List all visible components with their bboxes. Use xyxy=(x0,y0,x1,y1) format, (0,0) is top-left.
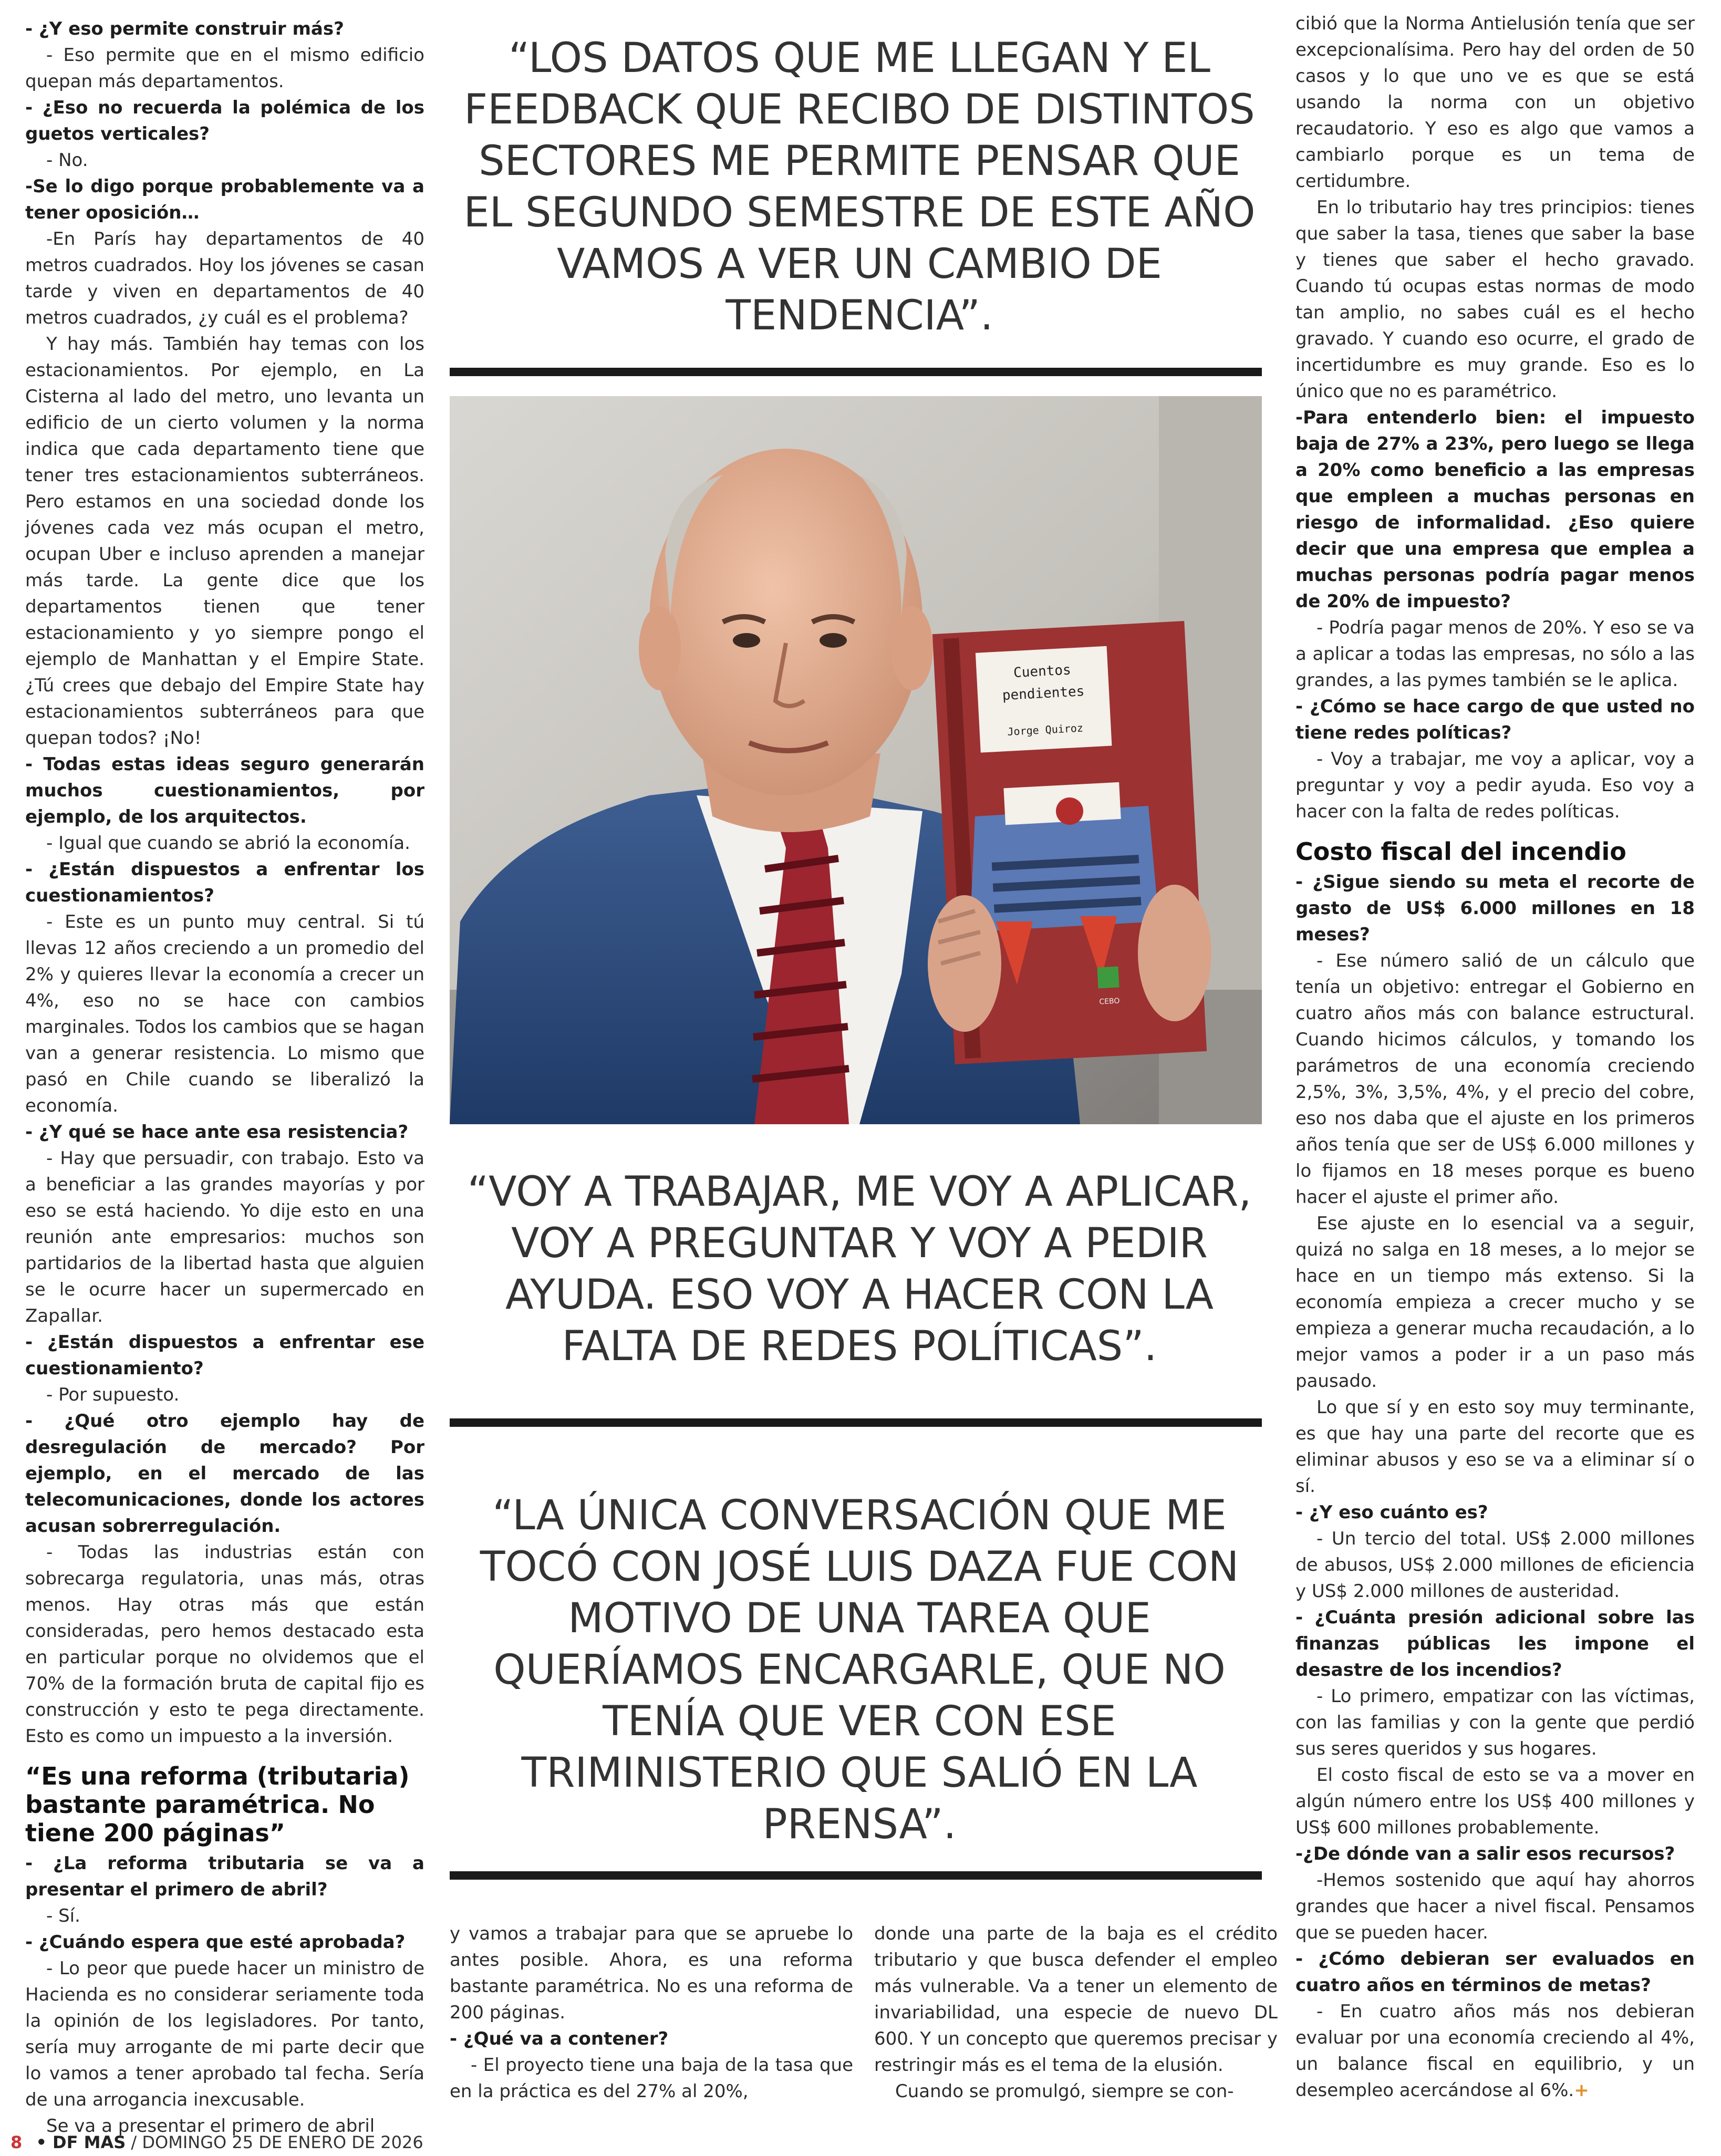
interview-answer: cibió que la Norma Antielusión tenía que ser excepcionalísima. Pero hay del orden de 50 casos y lo que uno ve es que se está usando la norma con un objetivo recaudatorio. Y eso es algo que vamos a cambiarlo porque es un tema de certidumbre. xyxy=(1295,13,1695,192)
interview-question: -Para entenderlo bien: el impuesto baja de 27% a 23%, pero luego se llega a 20% como beneficio a las empresas que empleen a muchas personas en riesgo de informalidad. ¿Eso quiere decir que una empresa que emplea a muchas personas podría pagar menos de 20% de impuesto? xyxy=(1295,407,1695,612)
interview-question: - ¿Y eso permite construir más? xyxy=(25,18,344,39)
pull-quote-middle: “VOY A TRABAJAR, ME VOY A APLICAR, VOY A PREGUNTAR Y VOY A PEDIR AYUDA. ESO VOY A HACER CON LA FALTA DE REDES POLÍTICAS”. xyxy=(467,1168,1252,1370)
interview-question: - ¿Están dispuestos a enfrentar los cuestionamientos? xyxy=(25,859,424,906)
section-heading: “Es una reforma (tributaria) bastante paramétrica. No tiene 200 páginas” xyxy=(25,1762,410,1847)
interview-answer: Cuando se promulgó, siempre se con- xyxy=(895,2081,1234,2102)
interview-answer: y vamos a trabajar para que se apruebe lo antes posible. Ahora, es una reforma bastante paramétrica. No es una reforma de 200 páginas. xyxy=(450,1923,853,2023)
interview-question: -Se lo digo porque probablemente va a tener oposición… xyxy=(25,176,424,223)
interview-question: - ¿Cuándo espera que esté aprobada? xyxy=(25,1932,406,1953)
interview-answer: - El proyecto tiene una baja de la tasa que en la práctica es del 27% al 20%, xyxy=(450,2055,853,2102)
interview-answer: donde una parte de la baja es el crédito tributario y que busca defender el empleo más vulnerable. Va a tener un elemento de invariabilidad, una especie de nuevo DL 600. Y un concepto que queremos precisar y restringir más es el tema de la elusión. xyxy=(874,1923,1278,2076)
interview-answer: - Voy a trabajar, me voy a aplicar, voy a preguntar y voy a pedir ayuda. Eso voy a hacer con la falta de redes políticas. xyxy=(1295,749,1695,822)
interview-answer: - Lo primero, empatizar con las víctimas, con las familias y con la gente que perdió sus seres queridos y sus hogares. xyxy=(1295,1686,1695,1759)
interview-answer: - Podría pagar menos de 20%. Y eso se va a aplicar a todas las empresas, no sólo a las grandes, a las pymes también se le aplica. xyxy=(1295,617,1695,691)
portrait-photo xyxy=(450,396,1262,1124)
interview-answer: - Igual que cuando se abrió la economía. xyxy=(46,833,410,854)
interview-question: -¿De dónde van a salir esos recursos? xyxy=(1295,1843,1675,1864)
issue-date: / DOMINGO 25 DE ENERO DE 2026 xyxy=(131,2132,423,2152)
book-author: Jorge Quiroz xyxy=(1007,721,1084,738)
interview-question: - ¿Sigue siendo su meta el recorte de gasto de US$ 6.000 millones en 18 meses? xyxy=(1295,872,1695,945)
portrait-illustration xyxy=(450,396,1262,1124)
article-column-4 xyxy=(1295,11,1695,2103)
section-heading: Costo fiscal del incendio xyxy=(1295,837,1626,866)
interview-question: - ¿Y qué se hace ante esa resistencia? xyxy=(25,1122,409,1143)
interview-answer: - Por supuesto. xyxy=(46,1384,180,1405)
interview-question: - ¿Están dispuestos a enfrentar ese cuestionamiento? xyxy=(25,1332,424,1379)
interview-question: - ¿Qué va a contener? xyxy=(450,2028,669,2049)
interview-question: - ¿La reforma tributaria se va a presentar el primero de abril? xyxy=(25,1853,424,1900)
interview-answer: El costo fiscal de esto se va a mover en algún número entre los US$ 400 millones y US$ 600 millones probablemente. xyxy=(1295,1765,1695,1838)
article-end-mark: + xyxy=(1574,2080,1589,2101)
interview-answer: -Hemos sostenido que aquí hay ahorros grandes que hacer a nivel fiscal. Pensamos que se pueden hacer. xyxy=(1295,1870,1695,1943)
article-column-2-bottom xyxy=(450,1921,853,2105)
interview-question: - ¿Cómo se hace cargo de que usted no tiene redes políticas? xyxy=(1295,696,1695,743)
book-title-line-1: Cuentos xyxy=(1013,662,1072,681)
interview-answer: - Hay que persuadir, con trabajo. Esto va a beneficiar a las grandes mayorías y por eso se está haciendo. Yo dije esto en una reunión ante empresarios: muchos son partidarios de la libertad hasta que alguien se le ocurre hacer un supermercado en Zapallar. xyxy=(25,1148,424,1326)
book-title-line-2: pendientes xyxy=(1002,683,1085,704)
divider-rule xyxy=(450,368,1262,376)
interview-answer: - En cuatro años más nos debieran evaluar por una economía creciendo al 4%, un balance fiscal en equilibrio, y un desempleo acercándose al 6%.+ xyxy=(1295,2001,1695,2101)
section-name: • DF MAS xyxy=(36,2132,126,2152)
page-footer xyxy=(11,2132,423,2153)
interview-question: - ¿Eso no recuerda la polémica de los guetos verticales? xyxy=(25,97,424,144)
interview-answer: Lo que sí y en esto soy muy terminante, es que hay una parte del recorte que es eliminar abusos y eso se va a eliminar sí o sí. xyxy=(1295,1397,1695,1497)
interview-answer: -En París hay departamentos de 40 metros cuadrados. Hoy los jóvenes se casan tarde y viven en departamentos de 40 metros cuadrados, ¿y cuál es el problema? xyxy=(25,229,424,328)
interview-answer: - Todas las industrias están con sobrecarga regulatoria, unas más, otras menos. Hay otras más que están consideradas, pero hemos destacado esta en particular porque no olvidemos que el 70% de la formación bruta de capital fijo es construcción y esto te pega directamente. Esto es como un impuesto a la inversión. xyxy=(25,1542,424,1747)
interview-answer: - Eso permite que en el mismo edificio quepan más departamentos. xyxy=(25,45,424,92)
pull-quote-bottom: “LA ÚNICA CONVERSACIÓN QUE ME TOCÓ CON JOSÉ LUIS DAZA FUE CON MOTIVO DE UNA TAREA QUE QUERÍAMOS ENCARGARLE, QUE NO TENÍA QUE VER CON ESE TRIMINISTERIO QUE SALIÓ EN LA PRENSA”. xyxy=(480,1492,1239,1848)
divider-rule xyxy=(450,1871,1262,1880)
interview-question: - Todas estas ideas seguro generarán muchos cuestionamientos, por ejemplo, de los arquitectos. xyxy=(25,754,424,827)
interview-answer: - Sí. xyxy=(46,1905,80,1926)
interview-answer: En lo tributario hay tres principios: tienes que saber la tasa, tienes que saber la base y tienes que saber el hecho gravado. Cuando tú ocupas estas normas de modo tan amplio, no sabes cuál es el hecho gravado. Y cuando eso ocurre, el grado de incertidumbre es muy grande. Eso es lo único que no es paramétrico. xyxy=(1295,197,1695,402)
page-number: 8 xyxy=(11,2132,23,2152)
interview-question: - ¿Cómo debieran ser evaluados en cuatro años en términos de metas? xyxy=(1295,1948,1695,1996)
interview-answer: - Este es un punto muy central. Si tú llevas 12 años creciendo a un promedio del 2% y quieres llevar la economía a crecer un 4%, eso no se hace con cambios marginales. Todos los cambios que se hagan van a generar resistencia. Lo mismo que pasó en Chile cuando se liberalizó la economía. xyxy=(25,911,424,1116)
pull-quote-top: “LOS DATOS QUE ME LLEGAN Y EL FEEDBACK QUE RECIBO DE DISTINTOS SECTORES ME PERMITE PENSAR QUE EL SEGUNDO SEMESTRE DE ESTE AÑO VAMOS A VER UN CAMBIO DE TENDENCIA”. xyxy=(463,35,1256,339)
book-publisher: CEBO xyxy=(1099,997,1120,1007)
article-column-3-bottom xyxy=(874,1921,1278,2105)
article-column-1 xyxy=(25,16,424,2139)
interview-answer: - Un tercio del total. US$ 2.000 millones de abusos, US$ 2.000 millones de eficiencia y US$ 2.000 millones de austeridad. xyxy=(1295,1528,1695,1602)
interview-question: - ¿Y eso cuánto es? xyxy=(1295,1502,1488,1523)
interview-answer: - Lo peor que puede hacer un ministro de Hacienda es no considerar seriamente toda la opinión de los legisladores. Por tanto, sería muy arrogante de mi parte decir que lo vamos a tener aprobado tal fecha. Sería de una arrogancia inexcusable. xyxy=(25,1958,424,2110)
interview-answer: Y hay más. También hay temas con los estacionamientos. Por ejemplo, en La Cisterna al lado del metro, uno levanta un edificio de un cierto volumen y la norma indica que cada departamento tiene que tener tres estacionamientos subterráneos. Pero estamos en una sociedad donde los jóvenes cada vez más ocupan el metro, ocupan Uber e incluso aprenden a manejar más tarde. La gente dice que los departamentos tienen que tener estacionamiento y yo siempre pongo el ejemplo de Manhattan y el Empire State. ¿Tú crees que debajo del Empire State hay estacionamientos subterráneos para que quepan todos? ¡No! xyxy=(25,334,424,749)
interview-question: - ¿Cuánta presión adicional sobre las finanzas públicas les impone el desastre de los incendios? xyxy=(1295,1607,1695,1681)
interview-question: - ¿Qué otro ejemplo hay de desregulación de mercado? Por ejemplo, en el mercado de las telecomunicaciones, donde los actores acusan sobrerregulación. xyxy=(25,1411,424,1537)
interview-answer: Se va a presentar el primero de abril xyxy=(46,2116,375,2137)
interview-answer: - No. xyxy=(46,150,88,171)
interview-answer: Ese ajuste en lo esencial va a seguir, quizá no salga en 18 meses, a lo mejor se hace en un tiempo más extenso. Si la economía empieza a crecer mucho y se empieza a generar mucha recaudación, a lo mejor vamos a poder ir a un paso más pausado. xyxy=(1295,1213,1695,1392)
divider-rule xyxy=(450,1418,1262,1427)
interview-answer: - Ese número salió de un cálculo que tenía un objetivo: entregar el Gobierno en cuatro años más con balance estructural. Cuando hicimos cálculos, y tomando los parámetros de una economía creciendo 2,5%, 3%, 3,5%, 4%, y el precio del cobre, eso nos daba que el ajuste en los primeros años tenía que ser de US$ 6.000 millones y lo fijamos en 18 meses porque es bueno hacer el ajuste el primer año. xyxy=(1295,950,1695,1208)
